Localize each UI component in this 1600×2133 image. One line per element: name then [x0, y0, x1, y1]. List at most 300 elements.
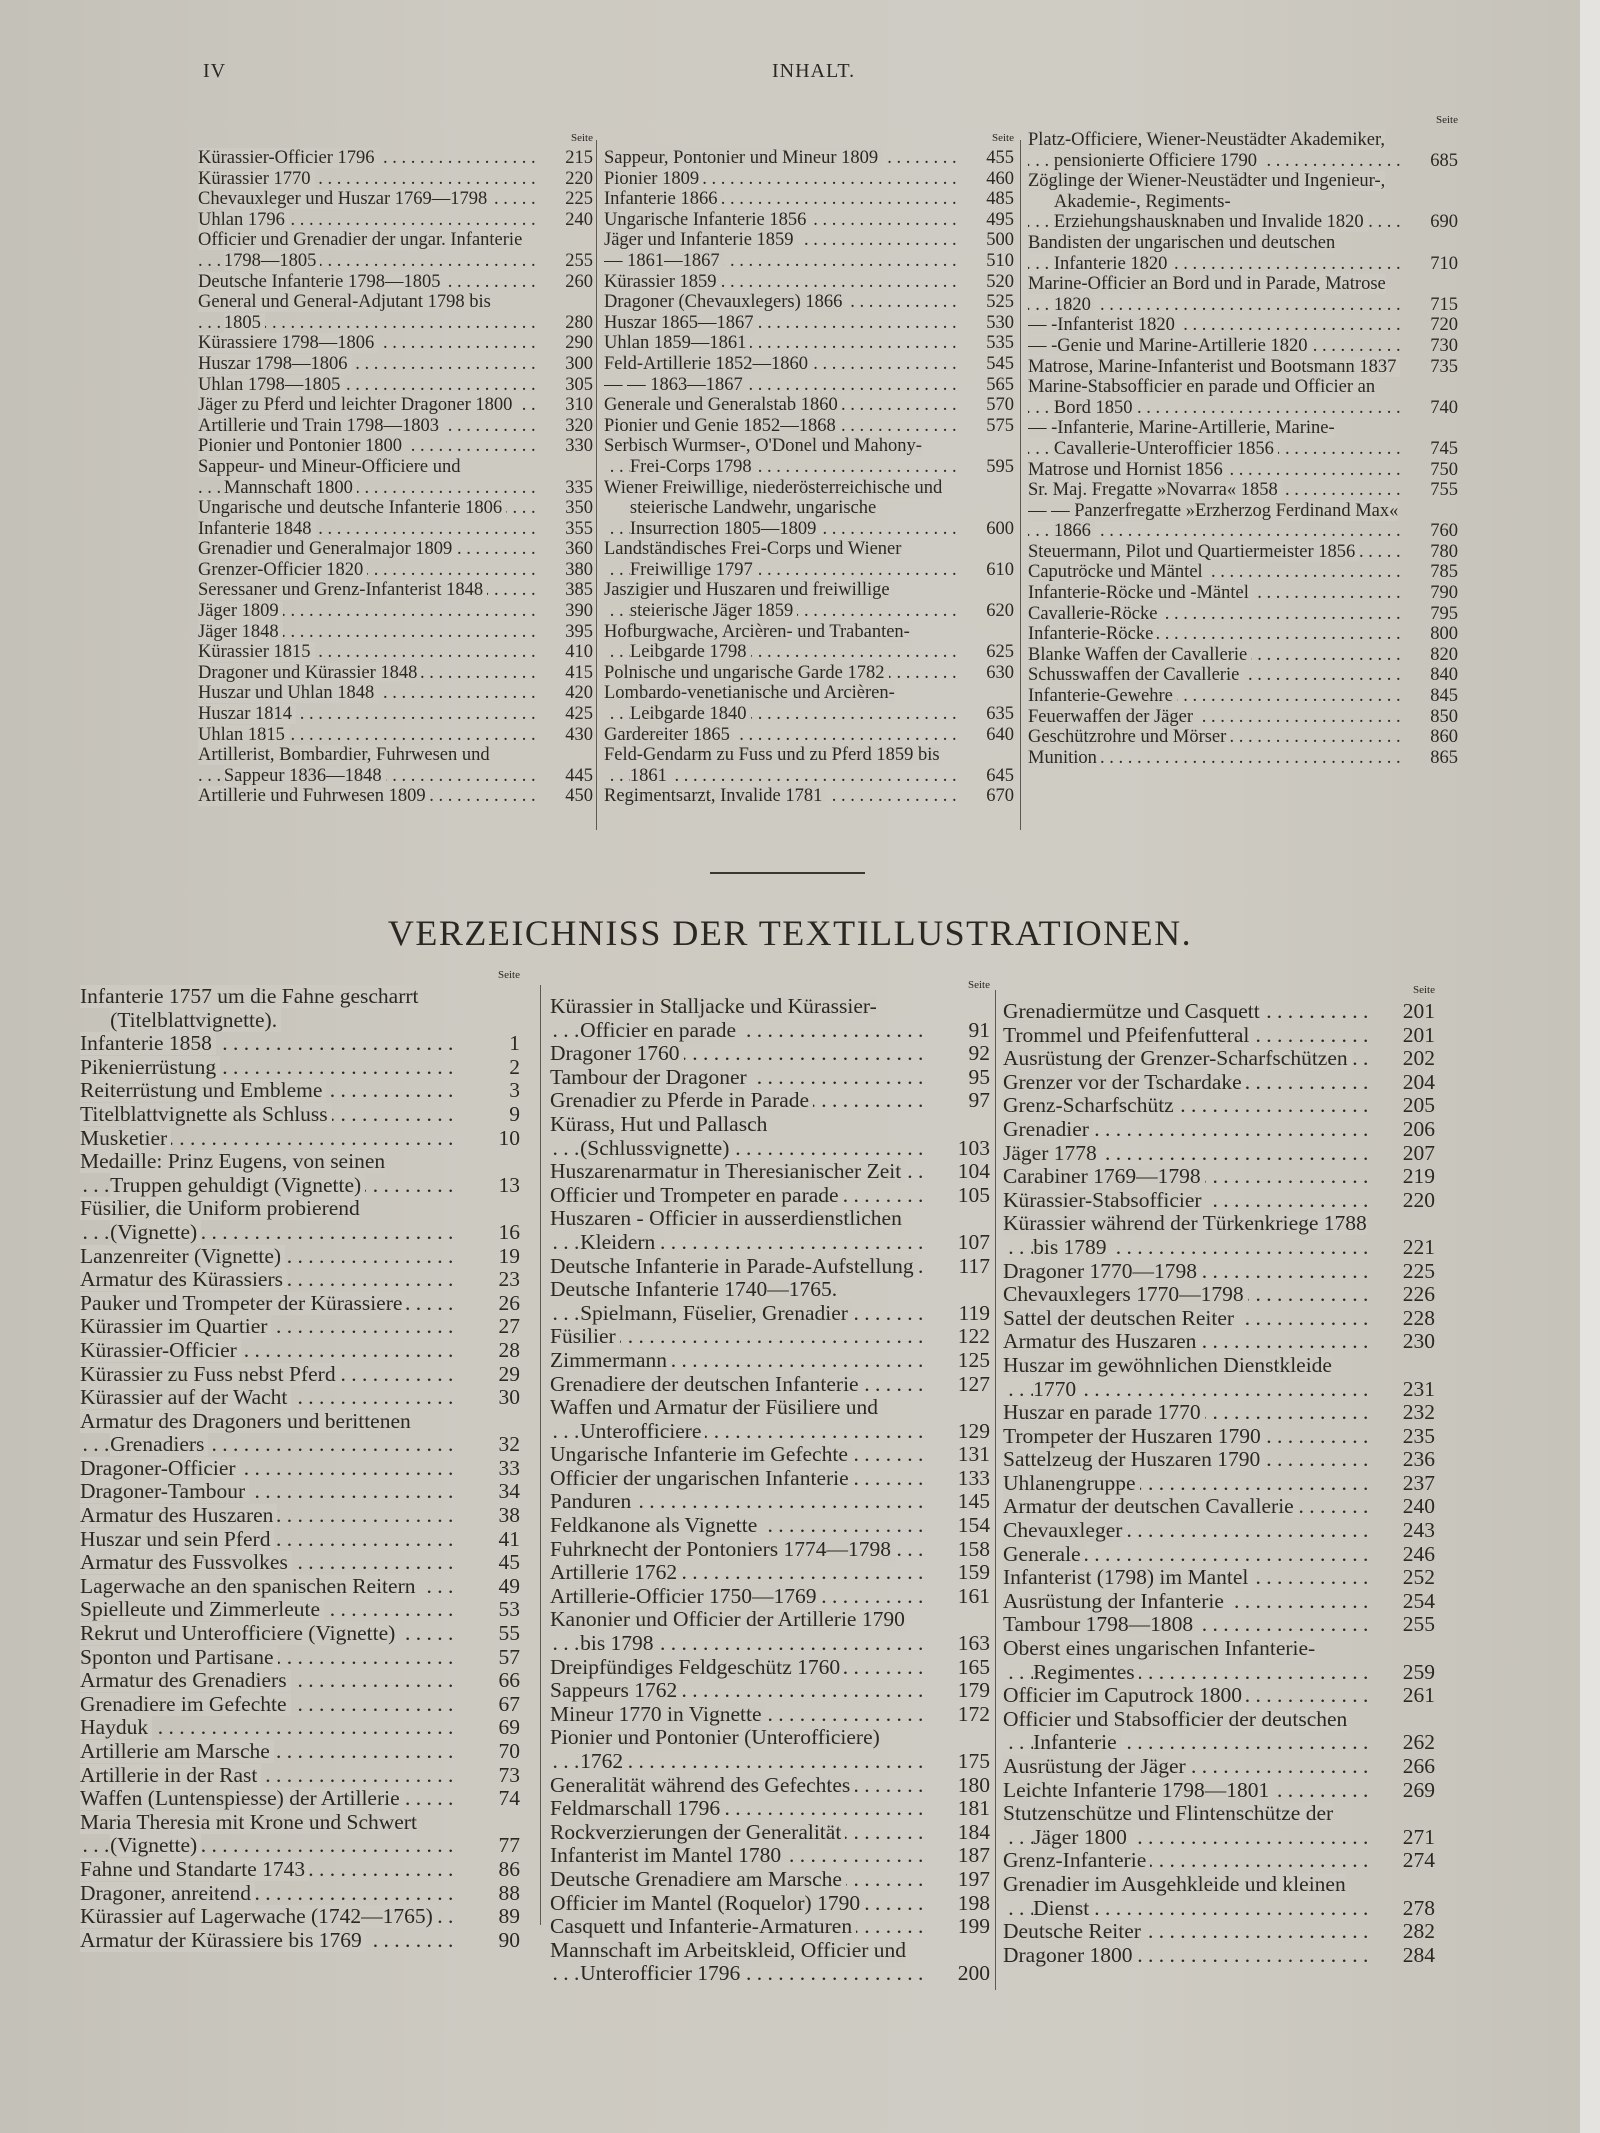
entry-page-number: 395: [565, 621, 593, 642]
entry-page-number: 685: [1430, 150, 1458, 171]
index-entry: [604, 580, 1014, 621]
entry-title: Kürassier-Stabsofficier: [1003, 1189, 1206, 1212]
entry-title: Kürassier-Officier 1796: [198, 148, 379, 168]
index-entry: [198, 663, 593, 684]
entry-page-number: 495: [986, 209, 1014, 230]
entry-page-number: 10: [498, 1126, 520, 1150]
entry-title: — 1861—1867: [604, 251, 724, 271]
entry-title: Huszar en parade 1770: [1003, 1401, 1205, 1424]
entry-title: Armatur des Fussvolkes: [80, 1551, 292, 1574]
index-entry: [1003, 1920, 1435, 1944]
index-entry: [550, 1160, 990, 1184]
entry-title: Deutsche Infanterie in Parade-Aufstellung: [550, 1255, 918, 1278]
entry-page-number: 29: [498, 1362, 520, 1386]
entry-page-number: 127: [957, 1372, 990, 1396]
index-entry: [198, 683, 593, 704]
entry-title: Armatur der Kürassiere bis 1769: [80, 1929, 366, 1952]
entry-page-number: 620: [986, 601, 1014, 622]
index-entry: [1003, 1779, 1435, 1803]
index-entry: [198, 395, 593, 416]
entry-title: Kanonier und Officier der Artillerie 1790 bis 1798: [550, 1608, 905, 1656]
entry-page-number: 38: [498, 1504, 520, 1528]
entry-title: Sr. Maj. Fregatte »Novarra« 1858: [1028, 480, 1282, 500]
entry-title: Munition: [1028, 748, 1101, 768]
entry-title: Kürassier zu Fuss nebst Pferd: [80, 1363, 340, 1386]
entry-title: Armatur des Huszaren: [80, 1504, 277, 1527]
index-entry: [1028, 645, 1458, 666]
entry-page-number: 255: [565, 250, 593, 271]
entry-title: Rekrut und Unterofficiere (Vignette): [80, 1622, 399, 1645]
entry-title: Kürassier 1815: [198, 642, 315, 662]
entry-title: Infanterie 1757 um die Fahne gescharrt (Titelblattvignette).: [80, 985, 419, 1032]
plates-column-3: [1028, 114, 1458, 768]
index-entry: [1028, 583, 1458, 604]
entry-page-number: 520: [986, 271, 1014, 292]
index-entry: [604, 663, 1014, 684]
index-entry: [198, 457, 593, 498]
index-entry: [198, 333, 593, 354]
index-entry: [80, 1504, 520, 1528]
entry-title: Officier im Mantel (Roquelor) 1790: [550, 1892, 864, 1915]
entry-title: Kürassiere 1798—1806: [198, 333, 378, 353]
entry-page-number: 320: [565, 415, 593, 436]
index-entry: [1028, 171, 1458, 233]
index-entry: [1003, 1354, 1435, 1401]
entry-title: Sappeurs 1762: [550, 1679, 681, 1702]
index-entry: [80, 1716, 520, 1740]
entry-title: Sappeur, Pontonier und Mineur 1809: [604, 148, 882, 168]
index-entry: [198, 622, 593, 643]
index-entry: [604, 354, 1014, 375]
index-entry: [1003, 1590, 1435, 1614]
index-entry: [550, 1349, 990, 1373]
entry-page-number: 3: [509, 1079, 520, 1103]
index-entry: [550, 1797, 990, 1821]
entry-title: Ausrüstung der Jäger: [1003, 1755, 1190, 1778]
index-entry: [1003, 1944, 1435, 1968]
index-entry: [550, 1443, 990, 1467]
entry-title: Officier der ungarischen Infanterie: [550, 1467, 853, 1490]
entry-title: Deutsche Reiter: [1003, 1920, 1145, 1943]
column-divider: [596, 140, 597, 830]
entry-page-number: 269: [1402, 1778, 1435, 1802]
index-entry: [550, 1726, 990, 1773]
index-entry: [604, 230, 1014, 251]
entry-title: Artillerie und Train 1798—1803: [198, 416, 443, 436]
entry-title: Uhlan 1796: [198, 210, 289, 230]
index-entry: [1028, 274, 1458, 315]
index-entry: [604, 622, 1014, 663]
index-entry: [1003, 1047, 1435, 1071]
entry-title: Artillerie am Marsche: [80, 1740, 274, 1763]
entry-title: Chevauxleger und Huszar 1769—1798: [198, 189, 491, 209]
entry-title: Dragoner 1770—1798: [1003, 1260, 1201, 1283]
entry-page-number: 117: [958, 1254, 990, 1278]
index-entry: [1003, 1260, 1435, 1284]
entry-title: Infanterie-Röcke und -Mäntel: [1028, 583, 1253, 603]
index-entry: [80, 1787, 520, 1811]
index-entry: [80, 1127, 520, 1151]
entry-title: Pauker und Trompeter der Kürassiere: [80, 1292, 406, 1315]
entry-page-number: 710: [1430, 253, 1458, 274]
entry-page-number: 850: [1430, 706, 1458, 727]
entry-title: Pionier 1809: [604, 169, 703, 189]
entry-title: Ausrüstung der Infanterie: [1003, 1590, 1228, 1613]
entry-page-number: 235: [1402, 1424, 1435, 1448]
entry-title: Panduren: [550, 1490, 635, 1513]
index-entry: [550, 1278, 990, 1325]
entry-title: Medaille: Prinz Eugens, von seinen Truppen gehuldigt (Vignette): [80, 1150, 386, 1197]
index-entry: [604, 313, 1014, 334]
entry-page-number: 330: [565, 436, 593, 457]
entry-title: Sattel der deutschen Reiter: [1003, 1307, 1238, 1330]
entry-title: Artillerie-Officier 1750—1769: [550, 1585, 820, 1608]
entry-page-number: 172: [957, 1702, 990, 1726]
index-entry: [1028, 460, 1458, 481]
entry-page-number: 240: [565, 209, 593, 230]
entry-title: Jäger zu Pferd und leichter Dragoner 1800: [198, 395, 516, 415]
entry-title: Artillerie und Fuhrwesen 1809: [198, 786, 430, 806]
entry-page-number: 34: [498, 1480, 520, 1504]
entry-title: Wiener Freiwillige, niederösterreichische und steierische Landwehr, ungarische Insurrection 1805—1809: [604, 477, 943, 539]
entry-title: Regimentsarzt, Invalide 1781: [604, 786, 826, 806]
entry-page-number: 252: [1402, 1566, 1435, 1590]
entry-page-number: 73: [498, 1763, 520, 1787]
seite-label: Seite: [1436, 114, 1458, 126]
index-entry: [604, 436, 1014, 477]
index-entry: [80, 1103, 520, 1127]
entry-title: Casquett und Infanterie-Armaturen: [550, 1915, 856, 1938]
entry-page-number: 455: [986, 148, 1014, 168]
entry-page-number: 122: [957, 1325, 990, 1349]
entry-page-number: 226: [1402, 1283, 1435, 1307]
entry-page-number: 220: [1402, 1188, 1435, 1212]
entry-page-number: 280: [565, 312, 593, 333]
index-entry: [550, 1538, 990, 1562]
entry-page-number: 445: [565, 765, 593, 786]
entry-page-number: 207: [1402, 1141, 1435, 1165]
entry-page-number: 390: [565, 601, 593, 622]
index-entry: [1028, 604, 1458, 625]
entry-page-number: 9: [509, 1102, 520, 1126]
entry-page-number: 780: [1430, 541, 1458, 562]
entry-page-number: 16: [498, 1219, 520, 1244]
entry-title: Serbisch Wurmser-, O'Donel und Mahony-Frei-Corps 1798: [604, 436, 922, 477]
index-entry: [80, 1858, 520, 1882]
entry-title: Artillerie 1762: [550, 1561, 681, 1584]
entry-title: Officier und Grenadier der ungar. Infanterie 1798—1805: [198, 230, 523, 271]
index-entry: [1003, 1401, 1435, 1425]
entry-page-number: 255: [1402, 1613, 1435, 1637]
entry-page-number: 485: [986, 189, 1014, 210]
index-entry: [1003, 1142, 1435, 1166]
index-entry: [80, 1292, 520, 1316]
entry-page-number: 630: [986, 662, 1014, 683]
entry-title: Trommel und Pfeifenfutteral: [1003, 1024, 1253, 1047]
index-entry: [550, 1396, 990, 1443]
plates-column-2: [604, 132, 1014, 807]
entry-title: Mannschaft im Arbeitskleid, Officier und Unterofficier 1796: [550, 1938, 907, 1986]
index-entry: [550, 1703, 990, 1727]
entry-page-number: 19: [498, 1244, 520, 1268]
entry-page-number: 104: [957, 1160, 990, 1184]
entry-page-number: 565: [986, 374, 1014, 395]
seite-label: Seite: [992, 132, 1014, 144]
entry-title: Chevauxleger: [1003, 1519, 1126, 1542]
entry-page-number: 184: [957, 1820, 990, 1844]
index-entry: [1003, 1307, 1435, 1331]
index-entry: [198, 580, 593, 601]
entry-title: Dragoner 1760: [550, 1042, 684, 1065]
seite-label: Seite: [498, 969, 520, 981]
entry-page-number: 735: [1430, 356, 1458, 377]
entry-page-number: 385: [565, 580, 593, 601]
entry-title: Landständisches Frei-Corps und Wiener Freiwillige 1797: [604, 539, 902, 580]
column-divider: [1020, 140, 1021, 830]
index-entry: [80, 1339, 520, 1363]
index-entry: [1003, 1425, 1435, 1449]
entry-page-number: 13: [498, 1172, 520, 1197]
entry-page-number: 845: [1430, 686, 1458, 707]
index-entry: [604, 148, 1014, 169]
entry-title: Füsilier: [550, 1325, 620, 1348]
entry-page-number: 69: [498, 1716, 520, 1740]
index-entry: [604, 292, 1014, 313]
entry-title: Steuermann, Pilot und Quartiermeister 1856: [1028, 542, 1359, 562]
index-entry: [198, 189, 593, 210]
index-entry: [198, 292, 593, 333]
entry-page-number: 715: [1430, 294, 1458, 315]
entry-page-number: 145: [957, 1490, 990, 1514]
index-entry: [1003, 1543, 1435, 1567]
column-divider: [995, 990, 996, 1990]
entry-page-number: 800: [1430, 624, 1458, 645]
index-entry: [550, 1939, 990, 1986]
index-entry: [550, 1255, 990, 1279]
entry-page-number: 271: [1402, 1824, 1435, 1849]
index-entry: [1003, 1024, 1435, 1048]
index-entry: [1028, 233, 1458, 274]
entry-title: Dragoner-Officier: [80, 1457, 240, 1480]
entry-page-number: 107: [957, 1229, 990, 1254]
index-entry: [1003, 1448, 1435, 1472]
entry-page-number: 575: [986, 415, 1014, 436]
entry-page-number: 410: [565, 642, 593, 663]
entry-page-number: 70: [498, 1740, 520, 1763]
entry-title: — -Infanterie, Marine-Artillerie, Marine-Cavallerie-Unterofficier 1856: [1028, 418, 1335, 459]
index-entry: [604, 539, 1014, 580]
index-entry: [198, 745, 593, 786]
entry-title: Lanzenreiter (Vignette): [80, 1245, 285, 1268]
index-entry: [550, 995, 990, 1042]
entry-title: Caputröcke und Mäntel: [1028, 562, 1207, 582]
entry-title: Maria Theresia mit Krone und Schwert (Vignette): [80, 1810, 417, 1858]
index-entry: [1028, 377, 1458, 418]
entry-page-number: 215: [565, 148, 593, 168]
index-entry: [1028, 707, 1458, 728]
entry-page-number: 690: [1430, 212, 1458, 233]
index-entry: [80, 1410, 520, 1457]
entry-page-number: 67: [498, 1692, 520, 1716]
index-entry: [1003, 1873, 1435, 1920]
entry-title: Jäger 1848: [198, 622, 283, 642]
entry-page-number: 225: [1402, 1259, 1435, 1283]
index-entry: [1003, 1637, 1435, 1684]
index-entry: [1003, 1613, 1435, 1637]
entry-title: Ungarische und deutsche Infanterie 1806: [198, 498, 506, 518]
index-entry: [550, 1325, 990, 1349]
index-entry: [1003, 1118, 1435, 1142]
index-entry: [198, 169, 593, 190]
entry-page-number: 745: [1430, 438, 1458, 459]
entry-page-number: 180: [957, 1773, 990, 1797]
entry-title: Officier und Stabsofficier der deutschen Infanterie: [1003, 1707, 1348, 1755]
index-entry: [604, 745, 1014, 786]
index-entry: [80, 1032, 520, 1056]
entry-page-number: 310: [565, 395, 593, 416]
entry-title: Tambour 1798—1808: [1003, 1613, 1197, 1636]
index-entry: [80, 1480, 520, 1504]
entry-page-number: 750: [1430, 459, 1458, 480]
entry-page-number: 820: [1430, 644, 1458, 665]
entry-page-number: 163: [957, 1631, 990, 1656]
entry-page-number: 187: [957, 1844, 990, 1868]
entry-title: Generale und Generalstab 1860: [604, 395, 842, 415]
illustrations-column-3: [1003, 984, 1435, 1967]
plates-column-1: [198, 132, 593, 807]
entry-page-number: 420: [565, 683, 593, 704]
entry-title: Jäger 1809: [198, 601, 283, 621]
index-entry: [1003, 1472, 1435, 1496]
entry-title: Sappeur- und Mineur-Officiere und Mannschaft 1800: [198, 456, 461, 498]
entry-page-number: 103: [957, 1135, 990, 1160]
entry-title: Deutsche Grenadiere am Marsche: [550, 1868, 846, 1891]
entry-page-number: 610: [986, 559, 1014, 580]
entry-title: Huszar und sein Pferd: [80, 1528, 274, 1551]
index-entry: [198, 210, 593, 231]
entry-title: Huszar im gewöhnlichen Dienstkleide 1770: [1003, 1353, 1332, 1401]
entry-title: Uhlan 1859—1861: [604, 333, 750, 353]
index-entry: [1003, 1519, 1435, 1543]
index-entry: [604, 189, 1014, 210]
entry-title: Ungarische Infanterie 1856: [604, 210, 810, 230]
running-head: INHALT.: [772, 60, 856, 82]
entry-page-number: 26: [498, 1291, 520, 1315]
entry-page-number: 165: [957, 1655, 990, 1679]
index-entry: [1003, 1094, 1435, 1118]
entry-title: Infanterie-Röcke: [1028, 624, 1157, 644]
index-entry: [550, 1467, 990, 1491]
index-entry: [198, 272, 593, 293]
entry-title: Dragoner, anreitend: [80, 1882, 255, 1905]
entry-page-number: 119: [958, 1300, 990, 1325]
column-divider: [540, 985, 541, 1925]
entry-page-number: 335: [565, 477, 593, 498]
index-entry: [1028, 665, 1458, 686]
index-entry: [198, 786, 593, 807]
index-entry: [604, 786, 1014, 807]
index-entry: [1003, 1495, 1435, 1519]
index-entry: [550, 1868, 990, 1892]
entry-page-number: 86: [498, 1857, 520, 1881]
index-entry: [1028, 357, 1458, 378]
index-entry: [550, 1113, 990, 1160]
index-entry: [604, 375, 1014, 396]
entry-page-number: 380: [565, 559, 593, 580]
index-entry: [80, 1811, 520, 1858]
entry-page-number: 284: [1402, 1943, 1435, 1967]
entry-page-number: 88: [498, 1881, 520, 1905]
entry-page-number: 232: [1402, 1401, 1435, 1425]
entry-title: Grenadier und Generalmajor 1809: [198, 539, 456, 559]
entry-title: Huszar 1865—1867: [604, 313, 758, 333]
entry-title: Kürass, Hut und Pallasch (Schlussvignette): [550, 1112, 768, 1160]
index-entry: [1003, 1212, 1435, 1259]
entry-page-number: 91: [968, 1017, 990, 1042]
entry-title: Armatur des Grenadiers: [80, 1669, 291, 1692]
entry-page-number: 246: [1402, 1542, 1435, 1566]
index-entry: [1028, 727, 1458, 748]
entry-title: Waffen (Luntenspiesse) der Artillerie: [80, 1787, 404, 1810]
entry-title: Musketier: [80, 1127, 171, 1150]
index-entry: [198, 230, 593, 271]
index-entry: [550, 1679, 990, 1703]
entry-title: Grenz-Scharfschütz: [1003, 1094, 1178, 1117]
entry-page-number: 45: [498, 1551, 520, 1575]
entry-page-number: 600: [986, 518, 1014, 539]
entry-page-number: 254: [1402, 1589, 1435, 1613]
entry-title: Chevauxlegers 1770—1798: [1003, 1283, 1248, 1306]
index-entry: [1003, 1330, 1435, 1354]
entry-title: Huszarenarmatur in Theresianischer Zeit: [550, 1160, 905, 1183]
index-entry: [1028, 748, 1458, 769]
index-entry: [550, 1561, 990, 1585]
index-entry: [198, 560, 593, 581]
index-entry: [198, 519, 593, 540]
entry-title: Kürassier-Officier: [80, 1339, 241, 1362]
entry-title: — — Panzerfregatte »Erzherzog Ferdinand Max« 1866: [1028, 500, 1399, 542]
index-entry: [550, 1490, 990, 1514]
entry-page-number: 860: [1430, 727, 1458, 748]
index-entry: [80, 1528, 520, 1552]
index-entry: [550, 1608, 990, 1655]
entry-title: Mineur 1770 in Vignette: [550, 1703, 766, 1726]
entry-page-number: 545: [986, 353, 1014, 374]
entry-title: Deutsche Infanterie 1740—1765. Spielmann, Füselier, Grenadier: [550, 1278, 852, 1325]
index-entry: [198, 148, 593, 169]
index-entry: [80, 1315, 520, 1339]
entry-page-number: 201: [1402, 1000, 1435, 1023]
entry-page-number: 595: [986, 456, 1014, 477]
entry-title: Huszar und Uhlan 1848: [198, 683, 378, 703]
entry-page-number: 355: [565, 518, 593, 539]
index-entry: [550, 1915, 990, 1939]
entry-page-number: 360: [565, 539, 593, 560]
entry-title: Marine-Officier an Bord und in Parade, Matrose 1820: [1028, 274, 1386, 315]
entry-page-number: 161: [957, 1584, 990, 1608]
entry-page-number: 33: [498, 1456, 520, 1480]
entry-title: Platz-Officiere, Wiener-Neustädter Akademiker, pensionierte Officiere 1790: [1028, 130, 1386, 171]
entry-title: Infanterie 1866: [604, 189, 722, 209]
entry-page-number: 97: [968, 1089, 990, 1113]
entry-title: Spielleute und Zimmerleute: [80, 1598, 324, 1621]
entry-page-number: 266: [1402, 1755, 1435, 1778]
entry-page-number: 158: [957, 1537, 990, 1561]
entry-page-number: 535: [986, 333, 1014, 354]
entry-page-number: 425: [565, 704, 593, 725]
seite-label: Seite: [968, 979, 990, 991]
entry-title: Dragoner (Chevauxlegers) 1866: [604, 292, 846, 312]
